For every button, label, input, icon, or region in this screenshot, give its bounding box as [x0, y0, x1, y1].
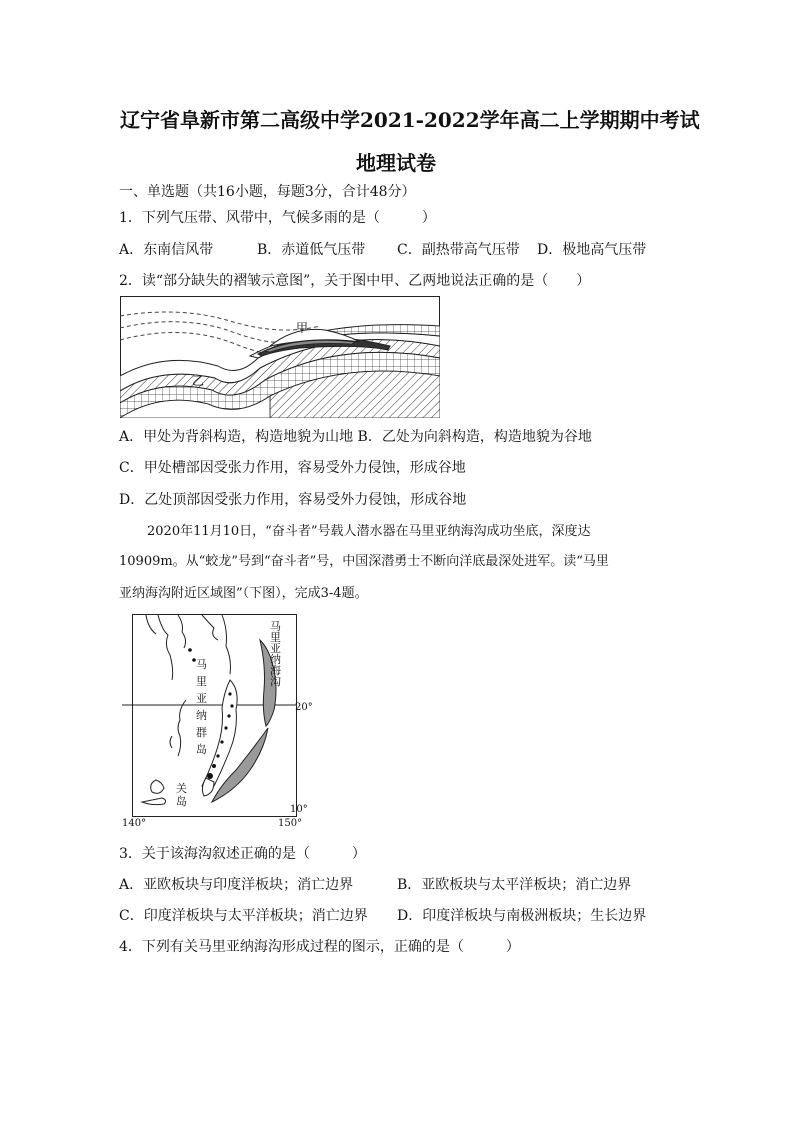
q1-stem: 1．下列气压带、风带中，气候多雨的是（ ） [119, 210, 436, 226]
guam-label-1: 关 [176, 782, 187, 795]
fold-label-yi: 乙 [192, 374, 205, 388]
islands-label-4: 纳 [196, 709, 207, 722]
q3-option-a: A．亚欧板块与印度洋板块；消亡边界 [119, 877, 354, 893]
q4-stem: 4．下列有关马里亚纳海沟形成过程的图示，正确的是（ ） [119, 939, 520, 955]
islands-label-2: 里 [196, 675, 207, 688]
section-heading: 一、单选题（共16小题，每题3分，合计48分） [119, 184, 416, 200]
trench-label-1: 马 [270, 620, 281, 633]
fold-diagram [120, 296, 440, 418]
q3-option-c: C．印度洋板块与太平洋板块；消亡边界 [119, 908, 368, 924]
q2-options-ab: A．甲处为背斜构造，构造地貌为山地 B．乙处为向斜构造，构造地貌为谷地 [119, 429, 592, 445]
title-line-2: 地理试卷 [356, 151, 436, 175]
q2-stem: 2．读“部分缺失的褶皱示意图”，关于图中甲、乙两地说法正确的是（ ） [119, 273, 591, 289]
q2-option-d: D．乙处顶部因受张力作用，容易受外力侵蚀，形成谷地 [119, 492, 467, 508]
guam-label-2: 岛 [176, 795, 187, 808]
trench-label-6: 沟 [270, 675, 281, 688]
islands-label-6: 岛 [196, 743, 207, 756]
lat-20-label: 20° [295, 702, 313, 713]
q3-option-b: B．亚欧板块与太平洋板块；消亡边界 [397, 877, 632, 893]
islands-label-1: 马 [196, 658, 207, 671]
trench-label-3: 亚 [270, 642, 281, 655]
lon-140-label: 140° [122, 818, 147, 829]
trench-label-5: 海 [270, 664, 281, 677]
passage-line-3: 亚纳海沟附近区域图”（下图），完成3-4题。 [119, 586, 368, 601]
q3-stem: 3．关于该海沟叙述正确的是（ ） [119, 846, 366, 862]
q1-option-c: C．副热带高气压带 [397, 242, 520, 258]
q2-option-c: C．甲处槽部因受张力作用，容易受外力侵蚀，形成谷地 [119, 460, 466, 476]
passage-line-2: 10909m。从“蛟龙”号到“奋斗者”号，中国深潜勇士不断向洋底最深处进军。读“马里 [119, 554, 609, 569]
islands-label-5: 群 [196, 726, 207, 739]
q1-option-a: A．东南信风带 [119, 242, 214, 258]
islands-label-3: 亚 [196, 692, 207, 705]
passage-line-1: 2020年11月10日，“奋斗者”号载人潜水器在马里亚纳海沟成功坐底，深度达 [147, 524, 591, 539]
mariana-map [118, 610, 318, 832]
trench-label-4: 纳 [270, 653, 281, 666]
lon-150-label: 150° [278, 818, 303, 829]
fold-label-jia: 甲 [296, 321, 309, 335]
q1-option-d: D．极地高气压带 [537, 242, 647, 258]
q1-option-b: B．赤道低气压带 [257, 242, 366, 258]
trench-label-2: 里 [270, 631, 281, 644]
title-line-1: 辽宁省阜新市第二高级中学2021-2022学年高二上学期期中考试 [120, 108, 700, 132]
lat-10-label: 10° [290, 804, 308, 815]
q3-option-d: D．印度洋板块与南极洲板块；生长边界 [397, 908, 647, 924]
